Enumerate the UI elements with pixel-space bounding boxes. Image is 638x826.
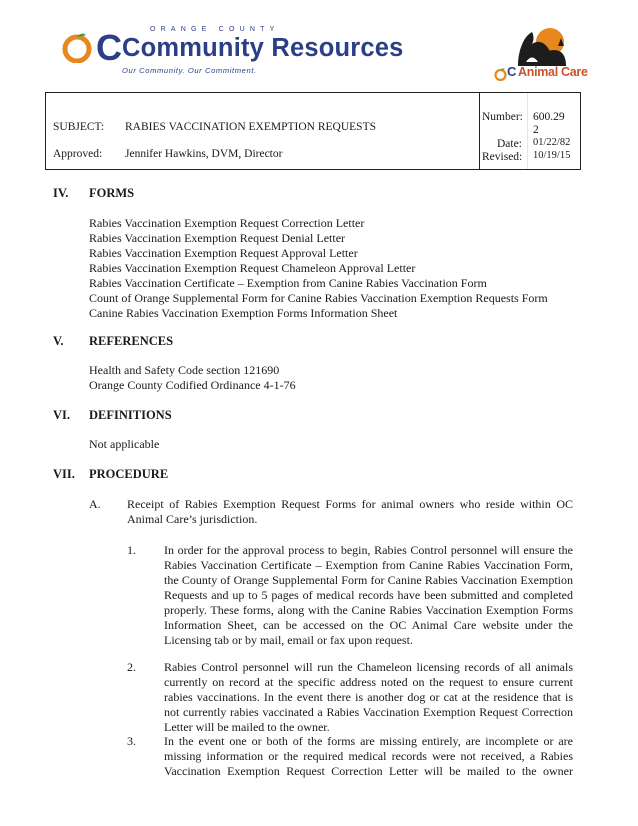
logo-title: Community Resources [122, 34, 404, 62]
logo-tagline: Our Community. Our Commitment. [122, 66, 257, 75]
procedure-step-number: 2. [127, 660, 136, 674]
section-title-references: REFERENCES [89, 334, 174, 348]
date-value: 01/22/82 [533, 137, 571, 148]
procedure-step-text: Rabies Control personnel will run the Chameleon licensing records of all animals currently on record at the specific address noted on the request to ensure current rabies vaccinations. In the event there is another dog or cat at the residence that is not currently rabies vaccinated a Rabies Vaccination Exemption Request Correction Letter will be mailed to the owner. [164, 660, 573, 734]
definitions-text: Not applicable [89, 437, 160, 451]
revised-label: Revised: [482, 151, 523, 163]
logo-county-text: ORANGE COUNTY [150, 26, 280, 33]
animal-care-letter-c: C [507, 64, 517, 79]
forms-list-item: Rabies Vaccination Exemption Request Correction Letter [89, 216, 365, 230]
forms-list-item: Rabies Vaccination Certificate – Exemption from Canine Rabies Vaccination Form [89, 276, 487, 290]
section-number-definitions: VI. [53, 408, 71, 422]
date-label: Date: [497, 138, 522, 150]
info-box-divider-faint [527, 93, 528, 169]
forms-list-item: Rabies Vaccination Exemption Request Chameleon Approval Letter [89, 261, 416, 275]
references-list-item: Health and Safety Code section 121690 [89, 363, 280, 377]
info-box-divider [479, 93, 480, 169]
subject-label: SUBJECT: [53, 121, 105, 133]
procedure-step-text: In the event one or both of the forms are missing entirely, are incomplete or are missing information or the required medical records were not received, a Rabies Vaccination Exemption Request Correction Letter will be mailed to the owner [164, 734, 573, 778]
procedure-step-text: In order for the approval process to begin, Rabies Control personnel will ensure the Rabies Vaccination Certificate – Exemption from Canine Rabies Vaccination Form, the County of Orange Supplemental Form for Canine Rabies Vaccination Exemption Requests and up to 5 pages of medical records have been submitted and completed properly. These forms, along with the Canine Rabies Vaccination Exemption Forms Information Sheet, can be accessed on the OC Animal Care website under the Licensing tab or by mail, email or fax upon request. [164, 543, 573, 647]
orange-logo-icon [62, 33, 92, 63]
animal-care-name: Animal Care [518, 65, 588, 79]
subject-value: RABIES VACCINATION EXEMPTION REQUESTS [125, 121, 376, 133]
approved-value: Jennifer Hawkins, DVM, Director [125, 148, 283, 160]
logo-letter-c: C [96, 27, 122, 68]
number-value: 600.29 [533, 111, 565, 123]
section-title-forms: FORMS [89, 186, 135, 200]
section-number-procedure: VII. [53, 467, 75, 481]
section-title-definitions: DEFINITIONS [89, 408, 172, 422]
section-number-forms: IV. [53, 186, 69, 200]
number-label: Number: [482, 111, 523, 123]
section-title-procedure: PROCEDURE [89, 467, 169, 481]
forms-list-item: Rabies Vaccination Exemption Request Denial Letter [89, 231, 346, 245]
forms-list-item: Rabies Vaccination Exemption Request Approval Letter [89, 246, 358, 260]
number-value-continued: 2 [533, 124, 539, 136]
revised-value: 10/19/15 [533, 150, 571, 161]
forms-list-item: Canine Rabies Vaccination Exemption Forms Information Sheet [89, 306, 398, 320]
animal-care-orange-icon [494, 68, 507, 81]
procedure-step-number: 3. [127, 734, 136, 748]
approved-label: Approved: [53, 148, 103, 160]
references-list-item: Orange County Codified Ordinance 4-1-76 [89, 378, 296, 392]
section-number-references: V. [53, 334, 64, 348]
procedure-step-number: 1. [127, 543, 136, 557]
procedure-sub-a-text: Receipt of Rabies Exemption Request Forms for animal owners who reside within OC Animal Care’s jurisdiction. [127, 497, 573, 526]
procedure-sub-a-letter: A. [89, 497, 101, 511]
forms-list-item: Count of Orange Supplemental Form for Canine Rabies Vaccination Exemption Requests Form [89, 291, 548, 305]
